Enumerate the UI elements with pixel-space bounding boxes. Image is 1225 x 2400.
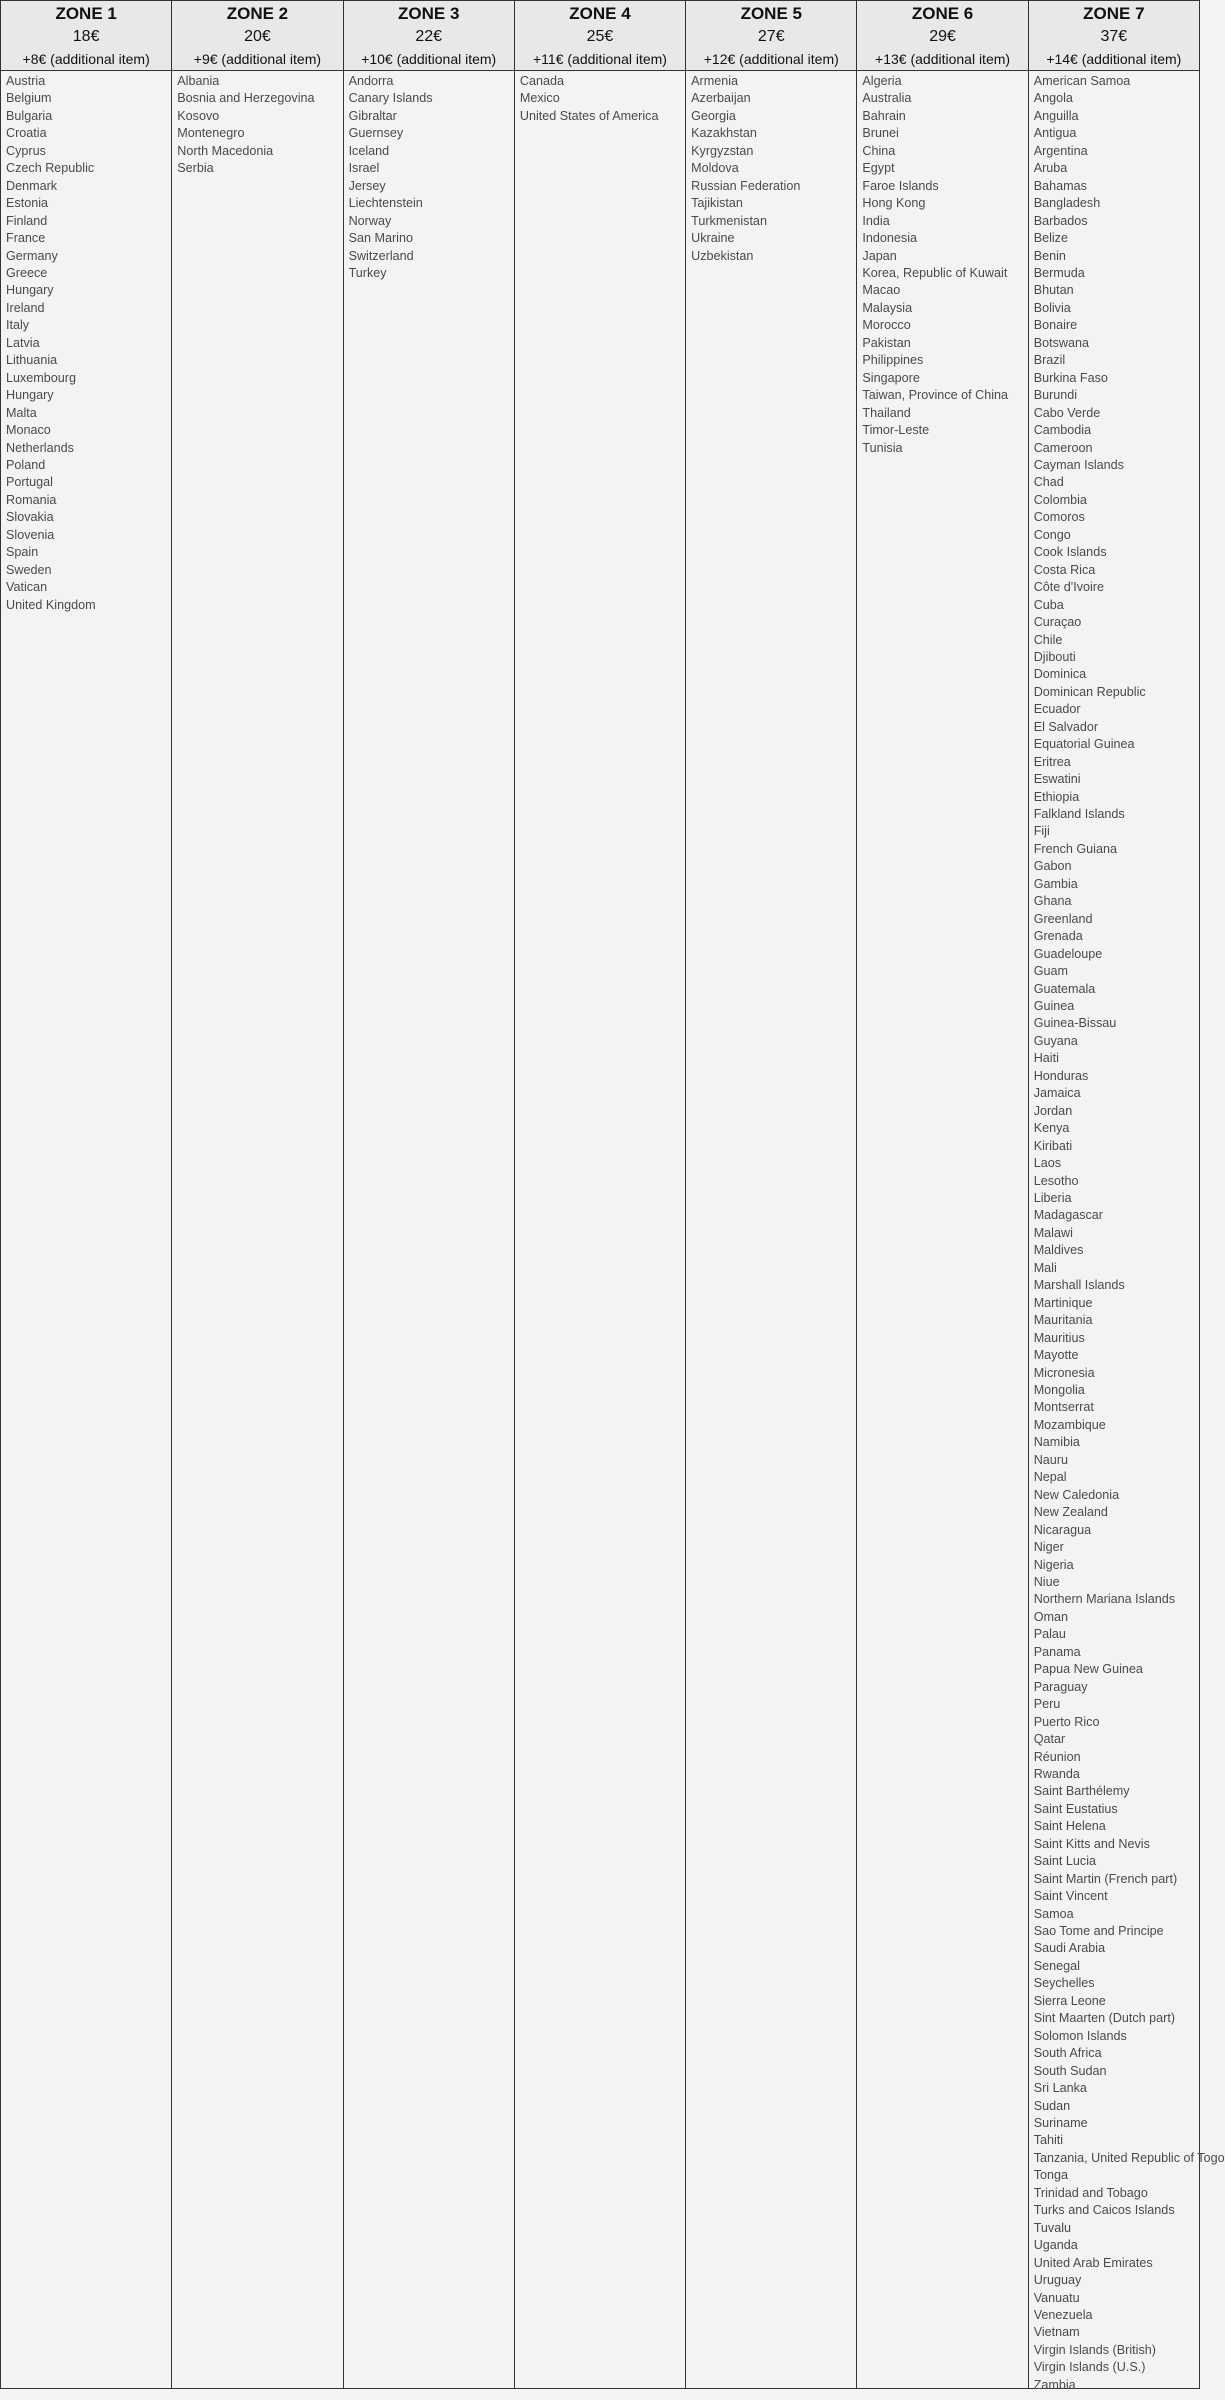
country-item: Antigua <box>1033 126 1077 141</box>
country-item: Denmark <box>6 178 58 193</box>
country-item: Andorra <box>348 74 394 88</box>
country-item: Czech Republic <box>6 161 95 176</box>
country-list <box>172 71 342 178</box>
country-list <box>515 71 685 125</box>
country-item: Mayotte <box>1033 1348 1079 1363</box>
country-item: Aruba <box>1033 161 1068 176</box>
country-item: Niger <box>1033 1540 1064 1555</box>
country-item: Hungary <box>6 283 54 298</box>
country-item: Eritrea <box>1033 754 1071 769</box>
country-item: Mozambique <box>1033 1417 1106 1432</box>
country-item: Dominican Republic <box>1033 684 1146 699</box>
country-item: Martinique <box>1033 1295 1093 1310</box>
country-item: Algeria <box>862 74 902 88</box>
country-item: Montserrat <box>1033 1400 1094 1415</box>
country-item: Eswatini <box>1033 772 1081 787</box>
country-item: Spain <box>6 545 39 560</box>
country-item: United States of America <box>519 108 659 123</box>
country-item: Djibouti <box>1033 649 1076 664</box>
country-item: Namibia <box>1033 1435 1080 1450</box>
country-item: Italy <box>6 318 30 333</box>
country-item: Laos <box>1033 1156 1061 1171</box>
country-item: Egypt <box>862 161 895 176</box>
zone-price: 25€ <box>586 28 614 45</box>
country-item: Tanzania, United Republic of Togo <box>1033 2150 1225 2165</box>
country-item: Ecuador <box>1033 702 1081 717</box>
zone-price: 27€ <box>757 28 785 45</box>
country-item: Mauritius <box>1033 1330 1085 1345</box>
country-item: Korea, Republic of Kuwait <box>862 265 1008 280</box>
country-item: Burundi <box>1033 388 1078 403</box>
country-item: Thailand <box>862 405 911 420</box>
country-item: Norway <box>348 213 392 228</box>
country-item: Sint Maarten (Dutch part) <box>1033 2011 1176 2026</box>
country-item: Uganda <box>1033 2238 1078 2253</box>
country-item: Turkey <box>348 265 387 280</box>
country-item: Saudi Arabia <box>1033 1941 1106 1956</box>
country-item: Hungary <box>6 388 54 403</box>
zone-name: ZONE 2 <box>226 4 289 23</box>
country-item: Croatia <box>6 126 47 141</box>
country-item: Kazakhstan <box>691 126 757 141</box>
country-item: Jordan <box>1033 1103 1073 1118</box>
country-list <box>344 71 514 282</box>
country-item: Saint Eustatius <box>1033 1801 1118 1816</box>
country-item: Botswana <box>1033 335 1089 350</box>
country-item: Moldova <box>691 161 739 176</box>
country-item: Saint Martin (French part) <box>1033 1871 1178 1886</box>
country-item: Saint Kitts and Nevis <box>1033 1836 1150 1851</box>
country-item: Ghana <box>1033 894 1072 909</box>
country-item: Mongolia <box>1033 1382 1085 1397</box>
country-item: Vietnam <box>1033 2325 1080 2340</box>
country-item: Georgia <box>691 108 736 123</box>
zone-name: ZONE 6 <box>911 4 974 23</box>
country-item: Guernsey <box>348 126 404 141</box>
country-item: Tahiti <box>1033 2133 1064 2148</box>
country-item: Equatorial Guinea <box>1033 737 1135 752</box>
country-item: South Sudan <box>1033 2063 1107 2078</box>
country-item: Comoros <box>1033 510 1085 525</box>
country-item: Saint Vincent <box>1033 1889 1108 1904</box>
country-item: Guinea-Bissau <box>1033 1016 1117 1031</box>
country-item: Bolivia <box>1033 300 1071 315</box>
country-item: Guatemala <box>1033 981 1096 996</box>
country-item: Turks and Caicos Islands <box>1033 2203 1175 2218</box>
country-item: Falkland Islands <box>1033 807 1125 822</box>
country-item: Vatican <box>6 580 48 595</box>
country-item: Liechtenstein <box>348 196 423 211</box>
country-item: Monaco <box>6 423 51 438</box>
country-item: South Africa <box>1033 2046 1102 2061</box>
country-item: Cameroon <box>1033 440 1093 455</box>
country-item: Poland <box>6 457 46 472</box>
country-item: Bahrain <box>862 108 906 123</box>
country-item: Nauru <box>1033 1452 1068 1467</box>
country-item: Kyrgyzstan <box>691 143 754 158</box>
country-item: Vanuatu <box>1033 2290 1080 2305</box>
country-item: Malta <box>6 405 37 420</box>
country-item: Ukraine <box>691 231 735 246</box>
country-item: New Zealand <box>1033 1505 1108 1520</box>
country-item: Bermuda <box>1033 265 1085 280</box>
country-item: Northern Mariana Islands <box>1033 1592 1176 1607</box>
country-item: Virgin Islands (U.S.) <box>1033 2360 1146 2375</box>
country-item: Chile <box>1033 632 1063 647</box>
country-item: Seychelles <box>1033 1976 1095 1991</box>
country-item: Lithuania <box>6 353 58 368</box>
zone-additional-item-price: +13€ (additional item) <box>875 51 1011 67</box>
country-item: Tonga <box>1033 2168 1068 2183</box>
country-item: Serbia <box>177 161 214 176</box>
country-item: Zambia <box>1033 2377 1076 2392</box>
country-item: Argentina <box>1033 143 1088 158</box>
country-item: Mauritania <box>1033 1313 1093 1328</box>
country-item: Greece <box>6 265 48 280</box>
zone-price: 20€ <box>244 28 271 45</box>
country-item: Kenya <box>1033 1121 1070 1136</box>
zone-additional-item-price: +9€ (additional item) <box>193 51 322 67</box>
country-item: San Marino <box>348 231 413 246</box>
country-item: Japan <box>862 248 897 263</box>
country-item: Saint Barthélemy <box>1033 1784 1130 1799</box>
country-item: Venezuela <box>1033 2308 1093 2322</box>
zone-column-6 <box>857 1 1028 2388</box>
country-item: Indonesia <box>862 231 918 246</box>
country-item: Rwanda <box>1033 1766 1080 1781</box>
country-item: Dominica <box>1033 667 1087 682</box>
country-item: Trinidad and Tobago <box>1033 2185 1148 2200</box>
country-item: Portugal <box>6 475 53 490</box>
country-item: Gibraltar <box>348 108 397 123</box>
country-item: Philippines <box>862 353 924 368</box>
country-item: Latvia <box>6 335 40 350</box>
country-item: Jersey <box>348 178 386 193</box>
country-item: Iceland <box>348 143 390 158</box>
country-item: Bonaire <box>1033 318 1078 333</box>
country-item: Faroe Islands <box>862 178 939 193</box>
country-item: Mexico <box>519 91 560 106</box>
country-item: Samoa <box>1033 1906 1074 1921</box>
zone-price: 37€ <box>1100 28 1128 45</box>
country-item: Peru <box>1033 1697 1061 1712</box>
country-item: Benin <box>1033 248 1066 263</box>
zone-additional-item-price: +8€ (additional item) <box>22 51 150 67</box>
country-item: Qatar <box>1033 1732 1066 1747</box>
zone-name: ZONE 5 <box>740 4 802 23</box>
zone-header <box>857 1 1027 71</box>
country-item: Hong Kong <box>862 196 926 211</box>
zone-additional-item-price: +12€ (additional item) <box>703 51 839 67</box>
country-item: Honduras <box>1033 1068 1089 1083</box>
country-item: India <box>862 213 890 228</box>
zone-column-1 <box>1 1 172 2388</box>
zone-price: 22€ <box>415 28 443 45</box>
country-item: China <box>862 143 896 158</box>
country-item: Cabo Verde <box>1033 405 1101 420</box>
country-item: North Macedonia <box>177 143 274 158</box>
country-item: Nigeria <box>1033 1557 1074 1572</box>
country-item: Greenland <box>1033 911 1093 926</box>
country-item: Kiribati <box>1033 1138 1073 1153</box>
country-item: Turkmenistan <box>691 213 767 228</box>
zone-price: 29€ <box>929 28 956 45</box>
country-item: Netherlands <box>6 440 74 455</box>
country-item: Uruguay <box>1033 2273 1082 2288</box>
country-item: Sri Lanka <box>1033 2081 1087 2096</box>
country-item: Lesotho <box>1033 1173 1079 1188</box>
zone-name: ZONE 7 <box>1083 4 1145 23</box>
country-item: Mali <box>1033 1260 1057 1275</box>
country-item: Grenada <box>1033 929 1083 944</box>
country-item: Senegal <box>1033 1958 1080 1973</box>
country-item: Canada <box>519 74 564 88</box>
zone-additional-item-price: +14€ (additional item) <box>1046 51 1182 67</box>
zone-additional-item-price: +11€ (additional item) <box>532 51 667 67</box>
country-item: American Samoa <box>1033 74 1131 88</box>
country-item: Bosnia and Herzegovina <box>177 91 315 106</box>
zone-column-4 <box>515 1 686 2388</box>
country-item: Panama <box>1033 1644 1081 1659</box>
country-item: Switzerland <box>348 248 414 263</box>
country-list <box>1 71 171 614</box>
country-item: Sudan <box>1033 2098 1071 2113</box>
country-item: Réunion <box>1033 1749 1081 1764</box>
country-item: Colombia <box>1033 492 1087 507</box>
country-item: El Salvador <box>1033 719 1099 734</box>
zone-column-3 <box>344 1 515 2388</box>
country-item: Brazil <box>1033 353 1066 368</box>
country-item: Palau <box>1033 1627 1066 1642</box>
country-item: Guinea <box>1033 999 1075 1014</box>
country-item: Bahamas <box>1033 178 1087 193</box>
country-item: Virgin Islands (British) <box>1033 2342 1156 2357</box>
country-item: Uzbekistan <box>691 248 754 263</box>
country-item: Guyana <box>1033 1033 1078 1048</box>
country-item: Oman <box>1033 1609 1068 1624</box>
country-item: Sao Tome and Principe <box>1033 1924 1164 1939</box>
zone-header <box>515 1 685 71</box>
country-list <box>1029 71 1225 2394</box>
zone-header <box>172 1 342 71</box>
country-item: Pakistan <box>862 335 911 350</box>
country-item: Montenegro <box>177 126 245 141</box>
country-item: Azerbaijan <box>691 91 751 106</box>
country-item: Haiti <box>1033 1051 1059 1066</box>
country-item: Liberia <box>1033 1191 1072 1205</box>
country-item: Malawi <box>1033 1225 1073 1240</box>
country-item: Guadeloupe <box>1033 946 1103 961</box>
country-item: Papua New Guinea <box>1033 1662 1143 1677</box>
zone-header <box>686 1 856 71</box>
country-item: Macao <box>862 283 901 298</box>
country-item: Albania <box>177 74 220 88</box>
country-item: Bangladesh <box>1033 196 1101 211</box>
country-item: Paraguay <box>1033 1679 1088 1694</box>
country-item: Fiji <box>1033 824 1050 839</box>
country-item: Bulgaria <box>6 108 53 123</box>
country-item: Marshall Islands <box>1033 1278 1125 1293</box>
zone-header <box>344 1 514 71</box>
country-item: Bhutan <box>1033 283 1074 298</box>
zone-additional-item-price: +10€ (additional item) <box>361 51 497 67</box>
country-item: Russian Federation <box>691 178 801 193</box>
country-item: Nicaragua <box>1033 1522 1092 1537</box>
country-item: Côte d'Ivoire <box>1033 580 1104 595</box>
country-item: Guam <box>1033 964 1068 979</box>
country-item: Slovakia <box>6 510 54 525</box>
country-item: Costa Rica <box>1033 562 1096 577</box>
country-item: Curaçao <box>1033 615 1082 630</box>
country-item: Kosovo <box>177 108 220 123</box>
country-item: Anguilla <box>1033 108 1079 123</box>
country-item: Estonia <box>6 196 49 211</box>
country-item: Micronesia <box>1033 1365 1095 1380</box>
country-item: Gabon <box>1033 859 1072 874</box>
zone-column-7 <box>1029 1 1225 2392</box>
country-item: Singapore <box>862 370 920 385</box>
country-item: Madagascar <box>1033 1208 1103 1223</box>
country-item: Cayman Islands <box>1033 457 1124 472</box>
country-item: Puerto Rico <box>1033 1714 1100 1729</box>
country-item: Armenia <box>691 74 739 88</box>
country-item: Canary Islands <box>348 91 433 106</box>
zone-header <box>1 1 171 71</box>
country-item: Finland <box>6 213 48 228</box>
country-item: Barbados <box>1033 213 1088 228</box>
country-item: Romania <box>6 492 57 507</box>
country-item: Israel <box>348 161 380 176</box>
country-item: Sierra Leone <box>1033 1993 1106 2008</box>
country-item: Brunei <box>862 126 899 141</box>
country-item: Burkina Faso <box>1033 370 1108 385</box>
country-item: Cuba <box>1033 597 1064 612</box>
country-item: Austria <box>6 74 46 88</box>
country-item: Taiwan, Province of China <box>862 388 1009 403</box>
country-item: French Guiana <box>1033 841 1117 856</box>
zone-column-5 <box>686 1 857 2388</box>
country-item: France <box>6 231 46 246</box>
country-item: Germany <box>6 248 58 263</box>
country-item: Cyprus <box>6 143 46 158</box>
country-item: Gambia <box>1033 876 1078 891</box>
country-item: Saint Helena <box>1033 1819 1106 1834</box>
zone-name: ZONE 1 <box>55 4 117 23</box>
country-item: Timor-Leste <box>862 423 930 438</box>
zone-name: ZONE 4 <box>569 4 631 23</box>
country-item: Sweden <box>6 562 52 577</box>
country-item: Nepal <box>1033 1470 1067 1485</box>
country-item: Luxembourg <box>6 370 77 385</box>
country-item: Belgium <box>6 91 52 106</box>
country-item: Tuvalu <box>1033 2220 1072 2235</box>
country-item: Belize <box>1033 231 1068 246</box>
country-item: United Arab Emirates <box>1033 2255 1153 2270</box>
country-item: Cook Islands <box>1033 545 1107 560</box>
country-item: United Kingdom <box>6 597 96 612</box>
country-item: Jamaica <box>1033 1086 1081 1101</box>
country-item: Suriname <box>1033 2116 1088 2131</box>
country-item: Ireland <box>6 300 45 315</box>
country-item: Morocco <box>862 318 911 333</box>
country-item: New Caledonia <box>1033 1487 1120 1502</box>
country-item: Malaysia <box>862 300 913 315</box>
country-item: Chad <box>1033 475 1064 490</box>
country-list <box>857 71 1027 457</box>
zone-header <box>1029 1 1199 71</box>
country-item: Solomon Islands <box>1033 2028 1127 2043</box>
country-item: Tunisia <box>862 440 903 455</box>
country-list <box>686 71 856 265</box>
zone-price: 18€ <box>72 28 100 45</box>
country-item: Angola <box>1033 91 1073 106</box>
country-item: Saint Lucia <box>1033 1854 1096 1869</box>
country-item: Niue <box>1033 1574 1060 1589</box>
zone-column-2 <box>172 1 343 2388</box>
country-item: Ethiopia <box>1033 789 1080 804</box>
country-item: Maldives <box>1033 1243 1084 1258</box>
country-item: Tajikistan <box>691 196 743 211</box>
country-item: Australia <box>862 91 912 106</box>
zone-name: ZONE 3 <box>398 4 460 23</box>
country-item: Cambodia <box>1033 423 1092 438</box>
country-item: Slovenia <box>6 527 55 542</box>
country-item: Congo <box>1033 527 1071 542</box>
